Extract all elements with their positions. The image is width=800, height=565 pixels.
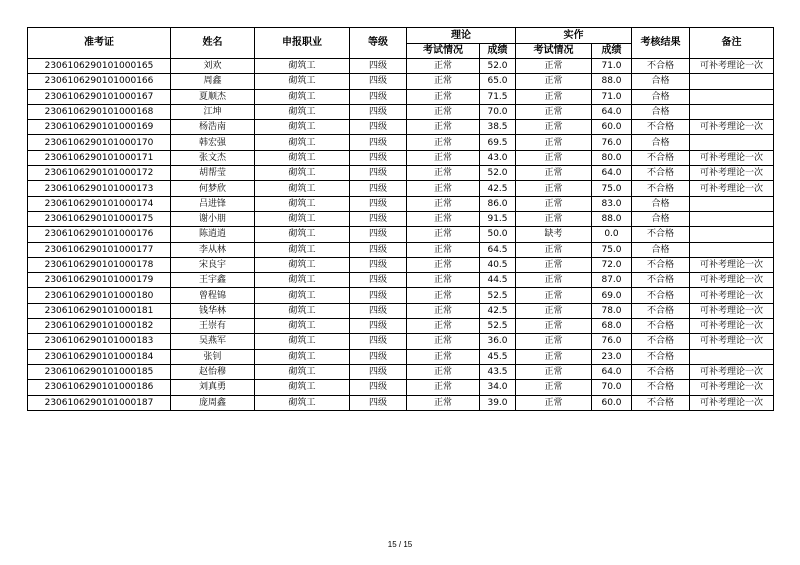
practical-status-cell: 正常: [516, 135, 592, 150]
practical-score-cell: 69.0: [592, 288, 632, 303]
practical-score-cell: 60.0: [592, 120, 632, 135]
name-cell: 江坤: [171, 104, 255, 119]
ticket-cell: 2306106290101000180: [28, 288, 171, 303]
theory-status-cell: 正常: [407, 380, 480, 395]
occupation-cell: 砌筑工: [255, 89, 350, 104]
table-body: [28, 59, 774, 411]
level-cell: 四级: [350, 59, 407, 74]
table-row: [28, 364, 774, 379]
level-cell: 四级: [350, 288, 407, 303]
remark-cell: 可补考理论一次: [690, 380, 774, 395]
practical-score-cell: 71.0: [592, 89, 632, 104]
table-row: [28, 120, 774, 135]
remark-cell: [690, 349, 774, 364]
ticket-cell: 2306106290101000168: [28, 104, 171, 119]
table-row: [28, 59, 774, 74]
name-cell: 张文杰: [171, 150, 255, 165]
theory-status-cell: 正常: [407, 74, 480, 89]
ticket-cell: 2306106290101000187: [28, 395, 171, 410]
ticket-cell: 2306106290101000177: [28, 242, 171, 257]
theory-status-cell: 正常: [407, 364, 480, 379]
practical-status-cell: 正常: [516, 288, 592, 303]
theory-status-cell: 正常: [407, 288, 480, 303]
name-cell: 杨浩南: [171, 120, 255, 135]
remark-cell: 可补考理论一次: [690, 334, 774, 349]
remark-cell: 可补考理论一次: [690, 257, 774, 272]
result-cell: 不合格: [632, 380, 690, 395]
table-row: [28, 242, 774, 257]
table-row: [28, 288, 774, 303]
practical-status-cell: 正常: [516, 273, 592, 288]
result-cell: 不合格: [632, 257, 690, 272]
level-cell: 四级: [350, 74, 407, 89]
occupation-cell: 砌筑工: [255, 257, 350, 272]
header-practical: 实作: [516, 28, 632, 44]
result-cell: 不合格: [632, 120, 690, 135]
practical-score-cell: 75.0: [592, 242, 632, 257]
remark-cell: 可补考理论一次: [690, 395, 774, 410]
table-row: [28, 104, 774, 119]
theory-status-cell: 正常: [407, 242, 480, 257]
practical-score-cell: 23.0: [592, 349, 632, 364]
theory-score-cell: 39.0: [480, 395, 516, 410]
level-cell: 四级: [350, 211, 407, 226]
theory-status-cell: 正常: [407, 319, 480, 334]
ticket-cell: 2306106290101000178: [28, 257, 171, 272]
ticket-cell: 2306106290101000171: [28, 150, 171, 165]
remark-cell: [690, 104, 774, 119]
ticket-cell: 2306106290101000173: [28, 181, 171, 196]
name-cell: 赵怡穆: [171, 364, 255, 379]
practical-score-cell: 75.0: [592, 181, 632, 196]
level-cell: 四级: [350, 181, 407, 196]
theory-score-cell: 36.0: [480, 334, 516, 349]
level-cell: 四级: [350, 319, 407, 334]
table-row: [28, 303, 774, 318]
result-cell: 合格: [632, 89, 690, 104]
practical-status-cell: 正常: [516, 59, 592, 74]
theory-score-cell: 69.5: [480, 135, 516, 150]
theory-status-cell: 正常: [407, 135, 480, 150]
table-row: [28, 349, 774, 364]
theory-score-cell: 64.5: [480, 242, 516, 257]
ticket-cell: 2306106290101000185: [28, 364, 171, 379]
result-cell: 合格: [632, 104, 690, 119]
level-cell: 四级: [350, 166, 407, 181]
theory-score-cell: 50.0: [480, 227, 516, 242]
theory-status-cell: 正常: [407, 395, 480, 410]
occupation-cell: 砌筑工: [255, 135, 350, 150]
ticket-cell: 2306106290101000167: [28, 89, 171, 104]
name-cell: 陈逍逍: [171, 227, 255, 242]
theory-score-cell: 52.0: [480, 166, 516, 181]
remark-cell: [690, 196, 774, 211]
table-row: [28, 135, 774, 150]
header-result: 考核结果: [632, 28, 690, 59]
result-cell: 不合格: [632, 150, 690, 165]
occupation-cell: 砌筑工: [255, 211, 350, 226]
table-row: [28, 380, 774, 395]
table-row: [28, 319, 774, 334]
level-cell: 四级: [350, 395, 407, 410]
ticket-cell: 2306106290101000176: [28, 227, 171, 242]
theory-score-cell: 34.0: [480, 380, 516, 395]
occupation-cell: 砌筑工: [255, 242, 350, 257]
practical-score-cell: 72.0: [592, 257, 632, 272]
name-cell: 胡帮莹: [171, 166, 255, 181]
theory-score-cell: 42.5: [480, 181, 516, 196]
remark-cell: 可补考理论一次: [690, 303, 774, 318]
name-cell: 刘欢: [171, 59, 255, 74]
ticket-cell: 2306106290101000183: [28, 334, 171, 349]
practical-status-cell: 正常: [516, 104, 592, 119]
occupation-cell: 砌筑工: [255, 227, 350, 242]
occupation-cell: 砌筑工: [255, 303, 350, 318]
ticket-cell: 2306106290101000179: [28, 273, 171, 288]
result-cell: 不合格: [632, 181, 690, 196]
practical-status-cell: 正常: [516, 89, 592, 104]
table-row: [28, 196, 774, 211]
occupation-cell: 砌筑工: [255, 334, 350, 349]
level-cell: 四级: [350, 380, 407, 395]
result-cell: 合格: [632, 196, 690, 211]
level-cell: 四级: [350, 334, 407, 349]
practical-status-cell: 正常: [516, 74, 592, 89]
practical-status-cell: 正常: [516, 364, 592, 379]
occupation-cell: 砌筑工: [255, 150, 350, 165]
practical-score-cell: 70.0: [592, 380, 632, 395]
ticket-cell: 2306106290101000174: [28, 196, 171, 211]
remark-cell: 可补考理论一次: [690, 181, 774, 196]
name-cell: 夏顺杰: [171, 89, 255, 104]
name-cell: 刘真勇: [171, 380, 255, 395]
result-cell: 不合格: [632, 319, 690, 334]
occupation-cell: 砌筑工: [255, 349, 350, 364]
practical-score-cell: 68.0: [592, 319, 632, 334]
occupation-cell: 砌筑工: [255, 380, 350, 395]
practical-status-cell: 正常: [516, 120, 592, 135]
remark-cell: 可补考理论一次: [690, 319, 774, 334]
theory-status-cell: 正常: [407, 211, 480, 226]
ticket-cell: 2306106290101000181: [28, 303, 171, 318]
level-cell: 四级: [350, 135, 407, 150]
level-cell: 四级: [350, 227, 407, 242]
occupation-cell: 砌筑工: [255, 395, 350, 410]
result-cell: 合格: [632, 135, 690, 150]
practical-score-cell: 64.0: [592, 166, 632, 181]
table-row: [28, 181, 774, 196]
remark-cell: 可补考理论一次: [690, 150, 774, 165]
theory-score-cell: 52.0: [480, 59, 516, 74]
level-cell: 四级: [350, 349, 407, 364]
name-cell: 吴燕军: [171, 334, 255, 349]
ticket-cell: 2306106290101000186: [28, 380, 171, 395]
page-number: 15 / 15: [387, 540, 413, 549]
occupation-cell: 砌筑工: [255, 74, 350, 89]
remark-cell: [690, 211, 774, 226]
result-cell: 不合格: [632, 303, 690, 318]
remark-cell: 可补考理论一次: [690, 273, 774, 288]
theory-score-cell: 45.5: [480, 349, 516, 364]
theory-score-cell: 43.5: [480, 364, 516, 379]
name-cell: 王崇有: [171, 319, 255, 334]
practical-status-cell: 正常: [516, 380, 592, 395]
occupation-cell: 砌筑工: [255, 59, 350, 74]
level-cell: 四级: [350, 257, 407, 272]
theory-status-cell: 正常: [407, 181, 480, 196]
name-cell: 何梦欣: [171, 181, 255, 196]
header-level: 等级: [350, 28, 407, 59]
practical-score-cell: 0.0: [592, 227, 632, 242]
theory-score-cell: 43.0: [480, 150, 516, 165]
theory-status-cell: 正常: [407, 227, 480, 242]
ticket-cell: 2306106290101000182: [28, 319, 171, 334]
table-row: [28, 166, 774, 181]
ticket-cell: 2306106290101000166: [28, 74, 171, 89]
header-ticket: 准考证: [28, 28, 171, 59]
ticket-cell: 2306106290101000175: [28, 211, 171, 226]
result-cell: 不合格: [632, 364, 690, 379]
name-cell: 谢小朋: [171, 211, 255, 226]
result-cell: 不合格: [632, 334, 690, 349]
practical-status-cell: 正常: [516, 242, 592, 257]
result-cell: 不合格: [632, 288, 690, 303]
remark-cell: 可补考理论一次: [690, 364, 774, 379]
header-remark: 备注: [690, 28, 774, 59]
theory-status-cell: 正常: [407, 196, 480, 211]
occupation-cell: 砌筑工: [255, 166, 350, 181]
level-cell: 四级: [350, 150, 407, 165]
table-row: [28, 273, 774, 288]
remark-cell: 可补考理论一次: [690, 120, 774, 135]
theory-status-cell: 正常: [407, 273, 480, 288]
remark-cell: 可补考理论一次: [690, 166, 774, 181]
theory-status-cell: 正常: [407, 166, 480, 181]
result-cell: 合格: [632, 74, 690, 89]
ticket-cell: 2306106290101000169: [28, 120, 171, 135]
remark-cell: 可补考理论一次: [690, 59, 774, 74]
practical-score-cell: 80.0: [592, 150, 632, 165]
practical-score-cell: 76.0: [592, 334, 632, 349]
occupation-cell: 砌筑工: [255, 104, 350, 119]
name-cell: 钱华林: [171, 303, 255, 318]
result-cell: 不合格: [632, 273, 690, 288]
result-cell: 不合格: [632, 349, 690, 364]
level-cell: 四级: [350, 303, 407, 318]
theory-score-cell: 70.0: [480, 104, 516, 119]
occupation-cell: 砌筑工: [255, 196, 350, 211]
table-row: [28, 334, 774, 349]
occupation-cell: 砌筑工: [255, 273, 350, 288]
remark-cell: [690, 242, 774, 257]
result-cell: 不合格: [632, 395, 690, 410]
theory-status-cell: 正常: [407, 334, 480, 349]
header-theory: 理论: [407, 28, 516, 44]
practical-score-cell: 64.0: [592, 104, 632, 119]
practical-score-cell: 83.0: [592, 196, 632, 211]
practical-score-cell: 64.0: [592, 364, 632, 379]
ticket-cell: 2306106290101000172: [28, 166, 171, 181]
result-cell: 不合格: [632, 166, 690, 181]
remark-cell: [690, 135, 774, 150]
practical-status-cell: 正常: [516, 303, 592, 318]
name-cell: 韩宏强: [171, 135, 255, 150]
practical-status-cell: 正常: [516, 319, 592, 334]
level-cell: 四级: [350, 104, 407, 119]
table-row: [28, 227, 774, 242]
theory-score-cell: 44.5: [480, 273, 516, 288]
table-row: [28, 150, 774, 165]
remark-cell: 可补考理论一次: [690, 288, 774, 303]
theory-score-cell: 71.5: [480, 89, 516, 104]
occupation-cell: 砌筑工: [255, 364, 350, 379]
result-cell: 合格: [632, 211, 690, 226]
practical-score-cell: 78.0: [592, 303, 632, 318]
theory-status-cell: 正常: [407, 150, 480, 165]
results-table: [27, 27, 774, 411]
header-practical-score: 成绩: [592, 44, 632, 59]
level-cell: 四级: [350, 273, 407, 288]
theory-score-cell: 91.5: [480, 211, 516, 226]
result-cell: 合格: [632, 242, 690, 257]
header-theory-status: 考试情况: [407, 44, 480, 59]
level-cell: 四级: [350, 242, 407, 257]
occupation-cell: 砌筑工: [255, 181, 350, 196]
table-row: [28, 74, 774, 89]
level-cell: 四级: [350, 89, 407, 104]
name-cell: 王宇鑫: [171, 273, 255, 288]
table-row: [28, 211, 774, 226]
theory-score-cell: 40.5: [480, 257, 516, 272]
practical-status-cell: 正常: [516, 166, 592, 181]
theory-status-cell: 正常: [407, 257, 480, 272]
table-row: [28, 89, 774, 104]
theory-status-cell: 正常: [407, 59, 480, 74]
theory-score-cell: 52.5: [480, 319, 516, 334]
practical-status-cell: 正常: [516, 181, 592, 196]
practical-score-cell: 76.0: [592, 135, 632, 150]
ticket-cell: 2306106290101000184: [28, 349, 171, 364]
practical-score-cell: 88.0: [592, 211, 632, 226]
practical-status-cell: 正常: [516, 257, 592, 272]
theory-score-cell: 52.5: [480, 288, 516, 303]
header-name: 姓名: [171, 28, 255, 59]
level-cell: 四级: [350, 196, 407, 211]
ticket-cell: 2306106290101000165: [28, 59, 171, 74]
practical-status-cell: 缺考: [516, 227, 592, 242]
practical-status-cell: 正常: [516, 395, 592, 410]
name-cell: 张钊: [171, 349, 255, 364]
practical-score-cell: 88.0: [592, 74, 632, 89]
result-cell: 不合格: [632, 227, 690, 242]
level-cell: 四级: [350, 364, 407, 379]
practical-score-cell: 87.0: [592, 273, 632, 288]
name-cell: 周鑫: [171, 74, 255, 89]
theory-score-cell: 86.0: [480, 196, 516, 211]
practical-status-cell: 正常: [516, 334, 592, 349]
header-practical-status: 考试情况: [516, 44, 592, 59]
occupation-cell: 砌筑工: [255, 288, 350, 303]
name-cell: 宋良宇: [171, 257, 255, 272]
occupation-cell: 砌筑工: [255, 319, 350, 334]
remark-cell: [690, 74, 774, 89]
ticket-cell: 2306106290101000170: [28, 135, 171, 150]
level-cell: 四级: [350, 120, 407, 135]
occupation-cell: 砌筑工: [255, 120, 350, 135]
practical-status-cell: 正常: [516, 349, 592, 364]
theory-status-cell: 正常: [407, 89, 480, 104]
name-cell: 曾程锦: [171, 288, 255, 303]
practical-status-cell: 正常: [516, 150, 592, 165]
practical-status-cell: 正常: [516, 211, 592, 226]
theory-score-cell: 38.5: [480, 120, 516, 135]
theory-status-cell: 正常: [407, 104, 480, 119]
practical-score-cell: 71.0: [592, 59, 632, 74]
name-cell: 庞周鑫: [171, 395, 255, 410]
table-row: [28, 395, 774, 410]
header-occupation: 申报职业: [255, 28, 350, 59]
theory-score-cell: 42.5: [480, 303, 516, 318]
practical-status-cell: 正常: [516, 196, 592, 211]
table-row: [28, 257, 774, 272]
result-cell: 不合格: [632, 59, 690, 74]
theory-score-cell: 65.0: [480, 74, 516, 89]
name-cell: 吕进锋: [171, 196, 255, 211]
theory-status-cell: 正常: [407, 120, 480, 135]
remark-cell: [690, 227, 774, 242]
practical-score-cell: 60.0: [592, 395, 632, 410]
header-theory-score: 成绩: [480, 44, 516, 59]
name-cell: 李从林: [171, 242, 255, 257]
theory-status-cell: 正常: [407, 349, 480, 364]
theory-status-cell: 正常: [407, 303, 480, 318]
remark-cell: [690, 89, 774, 104]
